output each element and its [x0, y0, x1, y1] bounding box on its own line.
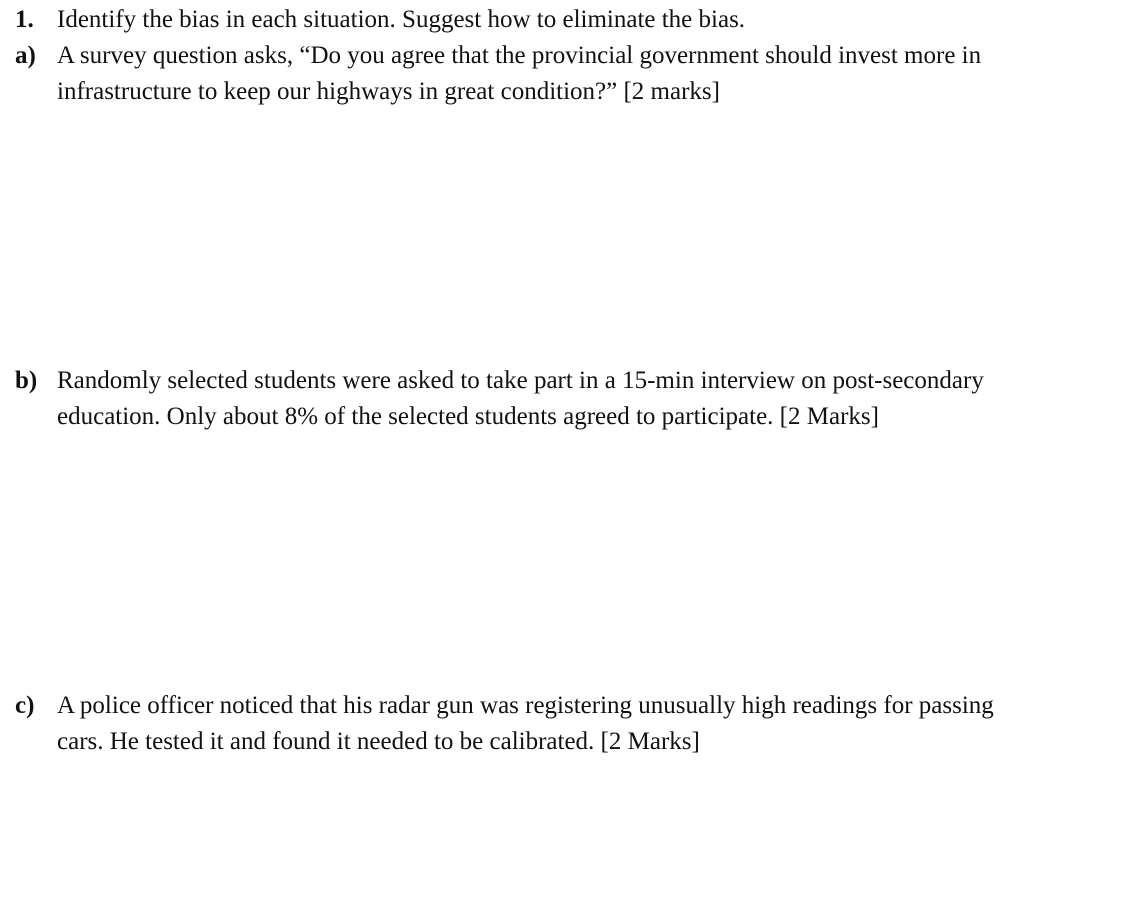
part-a-label: a): [15, 42, 36, 69]
part-c-text: A police officer noticed that his radar gun was registering unusually high readings for passing cars. He tested it and found it needed to be calibrated. [2 Marks]: [57, 692, 994, 755]
question-number: 1.: [15, 6, 34, 33]
question-prompt: Identify the bias in each situation. Suggest how to eliminate the bias.: [57, 6, 746, 33]
part-c-label: c): [15, 692, 35, 719]
part-b-text: Randomly selected students were asked to take part in a 15-min interview on post-secondary education. Only about 8% of the selected students agreed to participate. [2 Marks]: [57, 367, 984, 430]
question-1: [15, 2, 1125, 38]
question-part-c: [15, 688, 1125, 760]
part-b-label: b): [15, 367, 38, 394]
question-part-b: [15, 363, 1125, 435]
question-part-a: [15, 38, 1125, 110]
part-a-text: A survey question asks, “Do you agree that the provincial government should invest more in infrastructure to keep our highways in great condition?” [2 marks]: [57, 42, 982, 105]
